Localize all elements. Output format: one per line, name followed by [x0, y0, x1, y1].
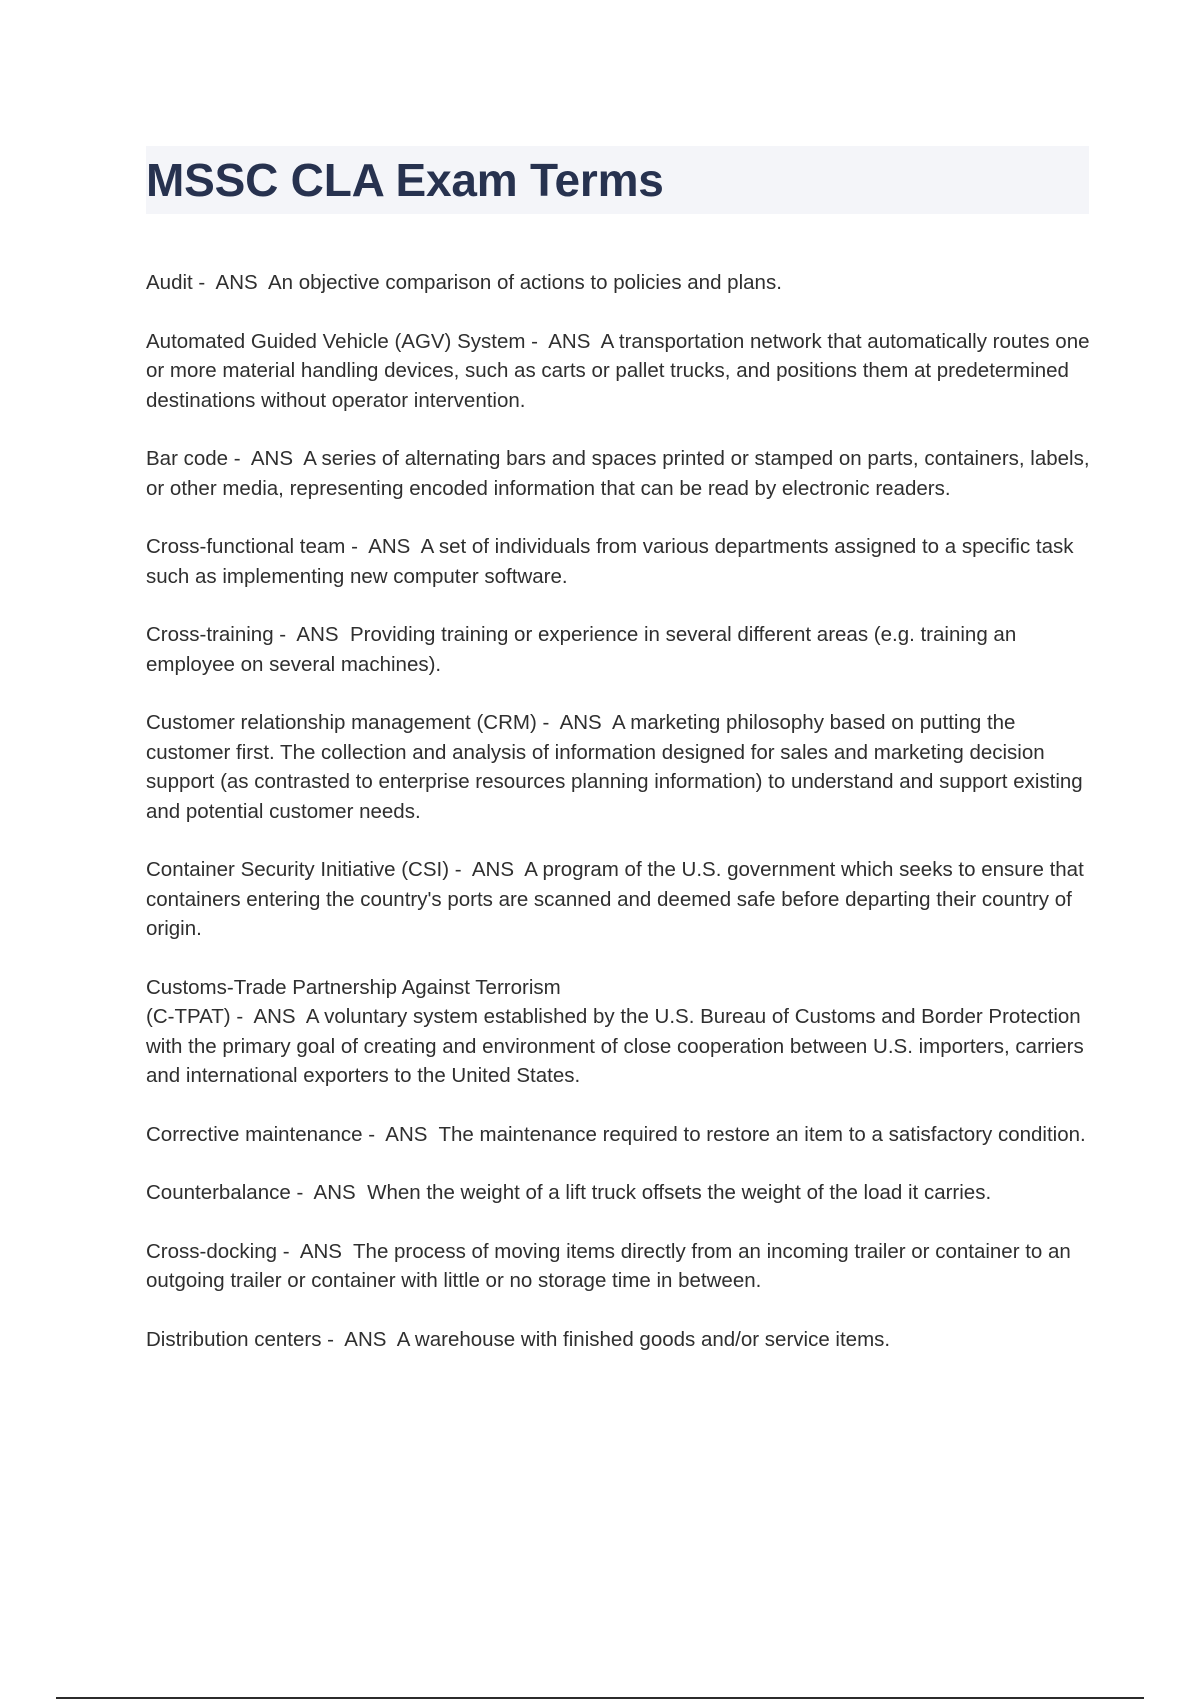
term-entry: Corrective maintenance - ANS The maintenance required to restore an item to a satisfactory condition. [146, 1122, 1086, 1146]
term-entry: Audit - ANS An objective comparison of actions to policies and plans. [146, 271, 782, 294]
term-name: Corrective maintenance [146, 1122, 363, 1146]
term-definition: The process of moving items directly from an incoming trailer or container to an outgoing trailer or container with little or no storage time in between. [146, 1239, 1071, 1292]
term-entry: Automated Guided Vehicle (AGV) System - ANS A transportation network that automatically routes one or more material handling devices, such as carts or pallet trucks, and positions them at predetermined destinations without operator intervention. [146, 329, 1090, 412]
term-entry: Bar code - ANS A series of alternating bars and spaces printed or stamped on parts, containers, labels, or other media, representing encoded information that can be read by electronic readers. [146, 447, 1090, 500]
answer-label: ANS [559, 711, 602, 734]
term-entry: Cross-functional team - ANS A set of individuals from various departments assigned to a specific task such as implementing new computer software. [146, 535, 1074, 588]
answer-label: ANS [253, 1005, 296, 1028]
term-definition: A program of the U.S. government which seeks to ensure that containers entering the country's ports are scanned and deemed safe before departing their country of origin. [146, 858, 1084, 940]
answer-label: ANS [471, 858, 515, 881]
term-name: Automated Guided Vehicle (AGV) System [146, 329, 526, 353]
term-name: Audit [146, 271, 193, 294]
title-band [146, 146, 1089, 214]
answer-label: ANS [250, 447, 294, 470]
term-name: Container Security Initiative (CSI) [146, 858, 450, 881]
term-entry: Customs-Trade Partnership Against Terrorism (C-TPAT) - ANS A voluntary system established by the U.S. Bureau of Customs and Border Protection with the primary goal of creating and environment of close cooperation between U.S. importers, carriers and international exporters to the United States. [146, 973, 1091, 1091]
term-entry: Container Security Initiative (CSI) - ANS A program of the U.S. government which seeks to ensure that containers entering the country's ports are scanned and deemed safe before departing their country of origin. [146, 858, 1084, 940]
term-definition: A voluntary system established by the U.S. Bureau of Customs and Border Protection with the primary goal of creating and environment of close cooperation between U.S. importers, carriers and international exporters to the United States. [146, 1005, 1084, 1087]
answer-label: ANS [313, 1181, 356, 1204]
term-definition: Providing training or experience in several different areas (e.g. training an employee on several machines). [146, 623, 1017, 676]
answer-label: ANS [368, 535, 411, 558]
answer-label: ANS [385, 1122, 428, 1146]
answer-label: ANS [215, 271, 258, 294]
term-definition: The maintenance required to restore an item to a satisfactory condition. [438, 1122, 1086, 1146]
answer-label: ANS [299, 1239, 342, 1263]
term-definition: A transportation network that automatically routes one or more material handling devices, such as carts or pallet trucks, and positions them at predetermined destinations without operator intervention. [146, 329, 1090, 412]
term-definition: A warehouse with finished goods and/or service items. [396, 1327, 891, 1351]
term-name: Counterbalance [146, 1181, 291, 1204]
term-definition: A marketing philosophy based on putting the customer first. The collection and analysis of information designed for sales and marketing decision support (as contrasted to enterprise resources planning information) to understand and support existing and potential customer needs. [146, 711, 1083, 823]
footer-divider [56, 1697, 1144, 1699]
term-entry: Distribution centers - ANS A warehouse with finished goods and/or service items. [146, 1327, 891, 1351]
term-name: Cross-docking [146, 1239, 278, 1263]
term-name: Customer relationship management (CRM) [146, 711, 537, 734]
term-name: Cross-training [146, 623, 274, 646]
term-name: Bar code [146, 447, 229, 470]
page-title: MSSC CLA Exam Terms [146, 154, 664, 206]
answer-label: ANS [296, 623, 339, 646]
term-definition: An objective comparison of actions to policies and plans. [267, 271, 782, 294]
term-name: (C-TPAT) [146, 1005, 231, 1028]
term-definition: A set of individuals from various departments assigned to a specific task such as implementing new computer software. [146, 535, 1074, 588]
term-entry: Customer relationship management (CRM) - ANS A marketing philosophy based on putting the customer first. The collection and analysis of information designed for sales and marketing decision support (as contrasted to enterprise resources planning information) to understand and support existing and potential customer needs. [146, 711, 1083, 823]
answer-label: ANS [548, 329, 591, 353]
term-definition: When the weight of a lift truck offsets the weight of the load it carries. [367, 1181, 992, 1204]
term-definition: A series of alternating bars and spaces printed or stamped on parts, containers, labels, or other media, representing encoded information that can be read by electronic readers. [146, 447, 1090, 500]
term-name: Distribution centers [146, 1327, 322, 1351]
term-entry: Counterbalance - ANS When the weight of a lift truck offsets the weight of the load it carries. [146, 1181, 992, 1204]
term-entry: Cross-docking - ANS The process of moving items directly from an incoming trailer or container to an outgoing trailer or container with little or no storage time in between. [146, 1239, 1071, 1292]
terms-list [146, 268, 1091, 1383]
answer-label: ANS [344, 1327, 387, 1351]
term-entry: Cross-training - ANS Providing training or experience in several different areas (e.g. training an employee on several machines). [146, 623, 1017, 676]
term-name-line-1: Customs-Trade Partnership Against Terrorism [146, 975, 561, 999]
term-name: Cross-functional team [146, 535, 346, 558]
